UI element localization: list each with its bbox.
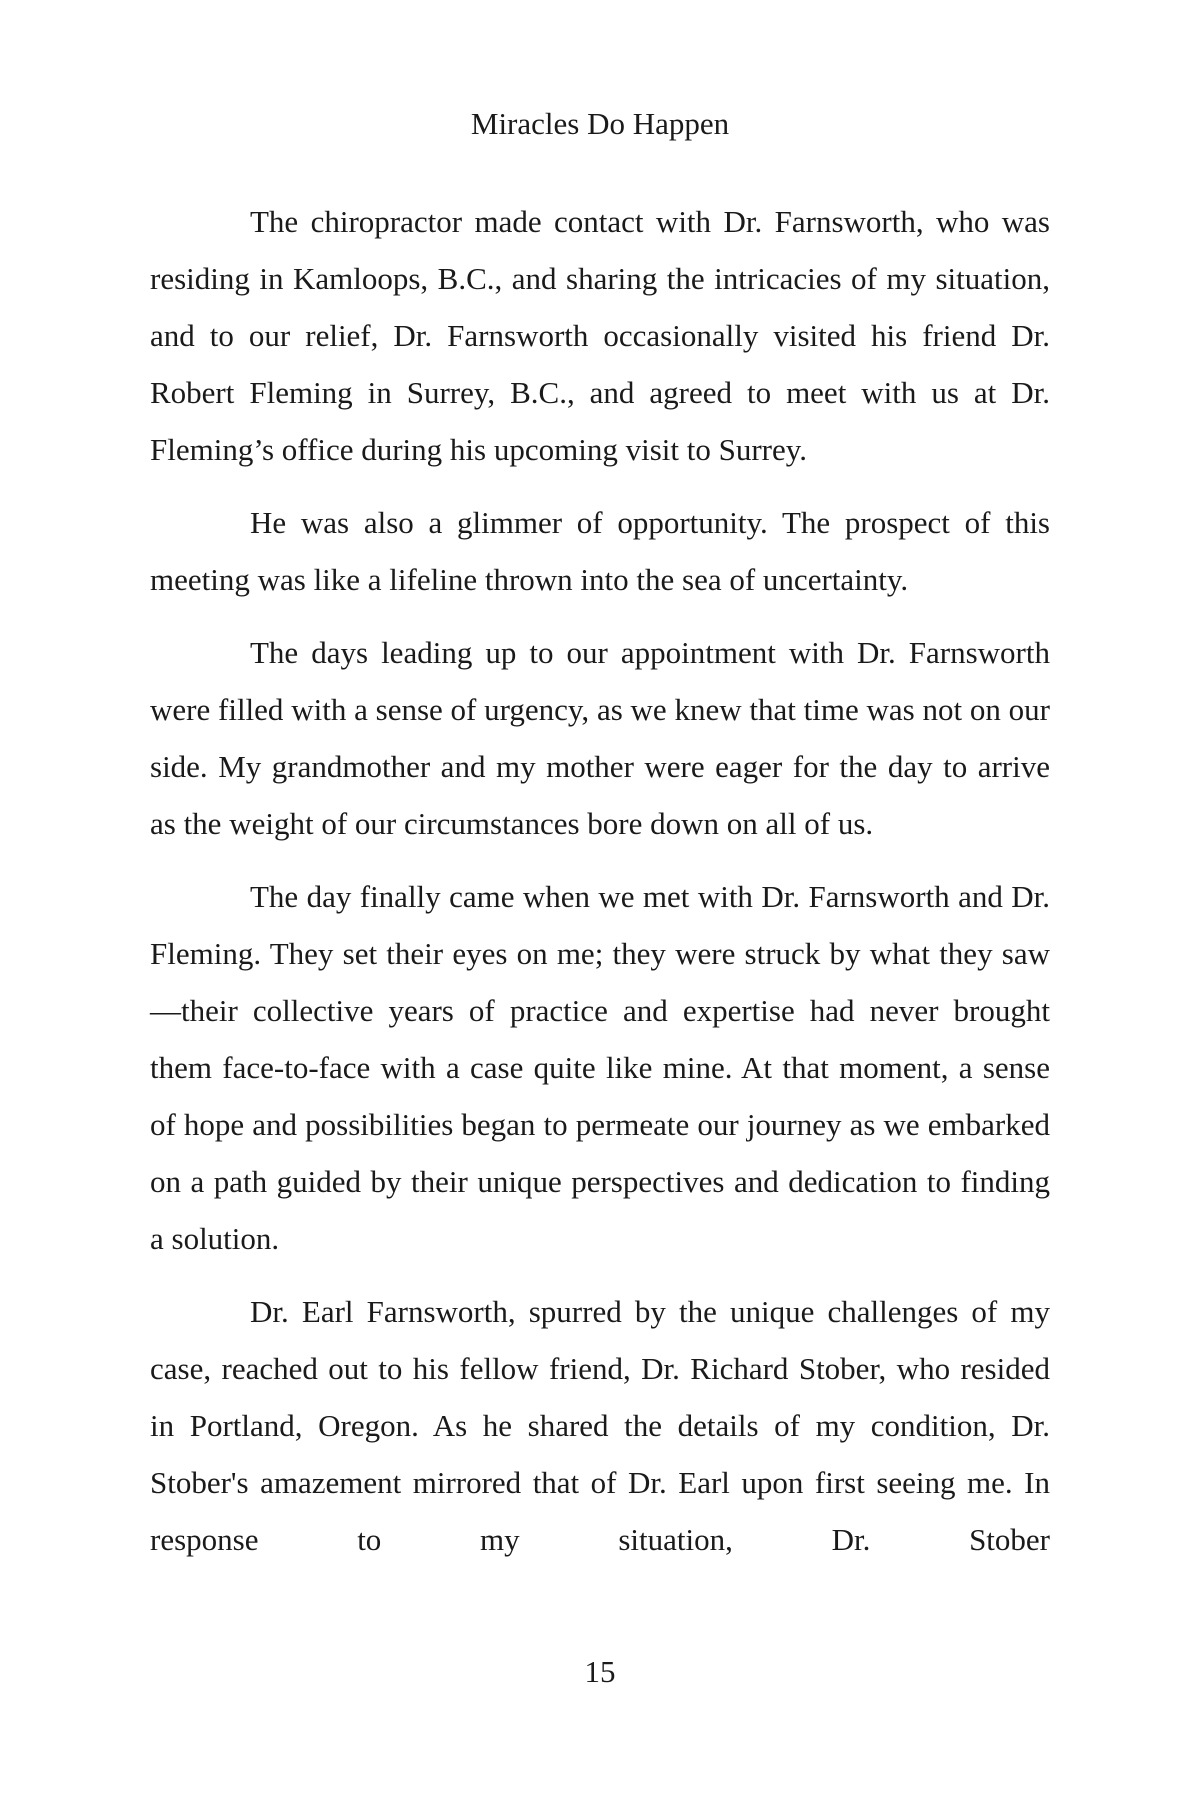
- running-head-title: Miracles Do Happen: [470, 106, 730, 141]
- paragraph-4: The day finally came when we met with Dr. Farnsworth and Dr. Fleming. They set their eyes on me; they were struck by what they saw—their collective years of practice and expertise had never brought them face-to-face with a case quite like mine. At that moment, a sense of hope and possibilities began to permeate our journey as we embarked on a path guided by their unique perspectives and dedication to finding a solution.: [150, 879, 1050, 1256]
- body-text: [150, 193, 1050, 1568]
- paragraph-1: The chiropractor made contact with Dr. Farnsworth, who was residing in Kamloops, B.C., and sharing the intricacies of my situation, and to our relief, Dr. Farnsworth occasionally visited his friend Dr. Robert Fleming in Surrey, B.C., and agreed to meet with us at Dr. Fleming’s office during his upcoming visit to Surrey.: [150, 204, 1050, 467]
- paragraph-5: Dr. Earl Farnsworth, spurred by the unique challenges of my case, reached out to his fellow friend, Dr. Richard Stober, who resided in Portland, Oregon. As he shared the details of my condition, Dr. Stober's amazement mirrored that of Dr. Earl upon first seeing me. In response to my situation, Dr. Stober: [150, 1294, 1050, 1557]
- paragraph-3: The days leading up to our appointment with Dr. Farnsworth were filled with a sense of urgency, as we knew that time was not on our side. My grandmother and my mother were eager for the day to arrive as the weight of our circumstances bore down on all of us.: [150, 635, 1050, 841]
- page-number: 15: [584, 1654, 616, 1689]
- paragraph-2: He was also a glimmer of opportunity. The prospect of this meeting was like a lifeline thrown into the sea of uncertainty.: [150, 505, 1050, 597]
